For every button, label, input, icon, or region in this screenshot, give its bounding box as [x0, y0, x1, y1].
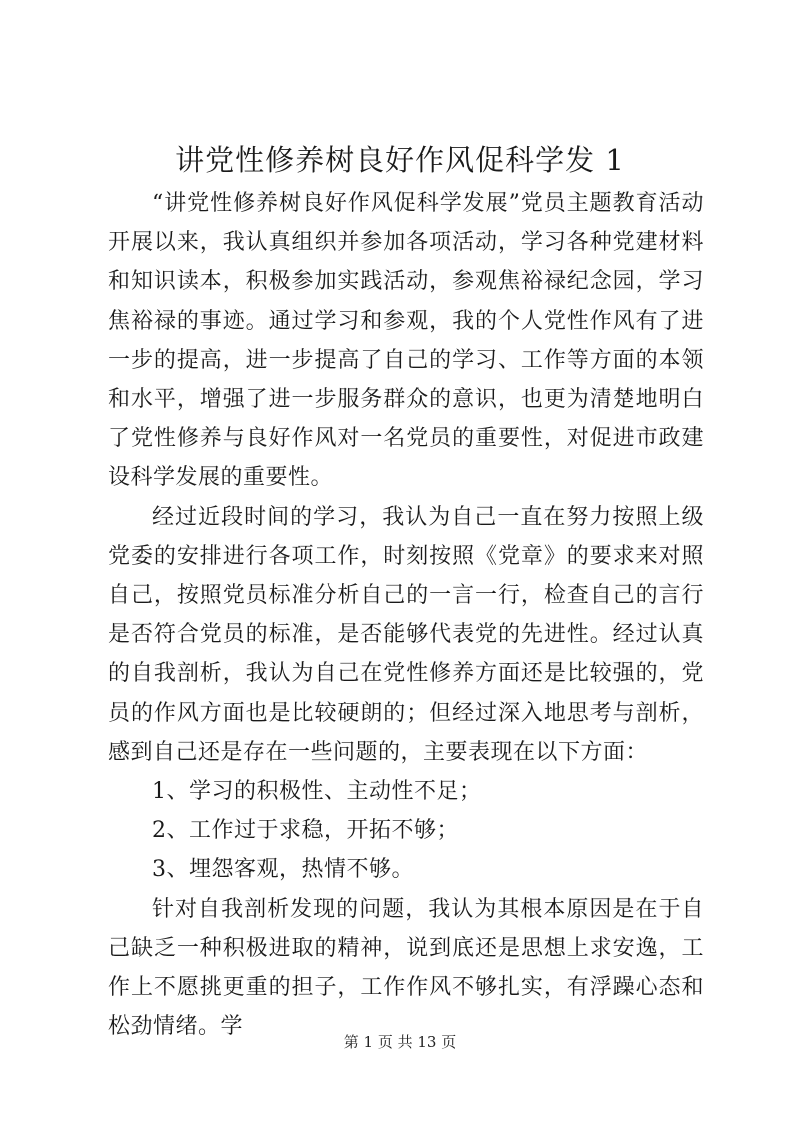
page-number-footer: 第 1 页 共 13 页 [343, 1033, 457, 1051]
paragraph: 针对自我剖析发现的问题，我认为其根本原因是在于自己缺乏一种积极进取的精神，说到底还是思想上求安逸，工作上不愿挑更重的担子，工作作风不够扎实，有浮躁心态和松劲情绪。学 [108, 896, 704, 1040]
list-item: 3、埋怨客观，热情不够。 [152, 857, 414, 883]
paragraph: “讲党性修养树良好作风促科学发展”党员主题教育活动开展以来，我认真组织并参加各项活动，学习各种党建材料和知识读本，积极参加实践活动，参观焦裕禄纪念园，学习焦裕禄的事迹。通过学习和参观，我的个人党性作风有了进一步的提高，进一步提高了自己的学习、工作等方面的本领和水平，增强了进一步服务群众的意识，也更为清楚地明白了党性修养与良好作风对一名党员的重要性，对促进市政建设科学发展的重要性。 [108, 191, 704, 491]
list-item: 1、学习的积极性、主动性不足； [152, 779, 482, 805]
paragraph: 经过近段时间的学习，我认为自己一直在努力按照上级党委的安排进行各项工作，时刻按照《党章》的要求来对照自己，按照党员标准分析自己的一言一行，检查自己的言行是否符合党员的标准，是否能够代表党的先进性。经过认真的自我剖析，我认为自己在党性修养方面还是比较强的，党员的作风方面也是比较硬朗的；但经过深入地思考与剖析，感到自己还是存在一些问题的，主要表现在以下方面： [108, 504, 704, 765]
document-body [108, 184, 704, 1046]
list-item: 2、工作过于求稳，开拓不够； [152, 818, 459, 844]
document-title: 讲党性修养树良好作风促科学发 1 [175, 143, 625, 177]
